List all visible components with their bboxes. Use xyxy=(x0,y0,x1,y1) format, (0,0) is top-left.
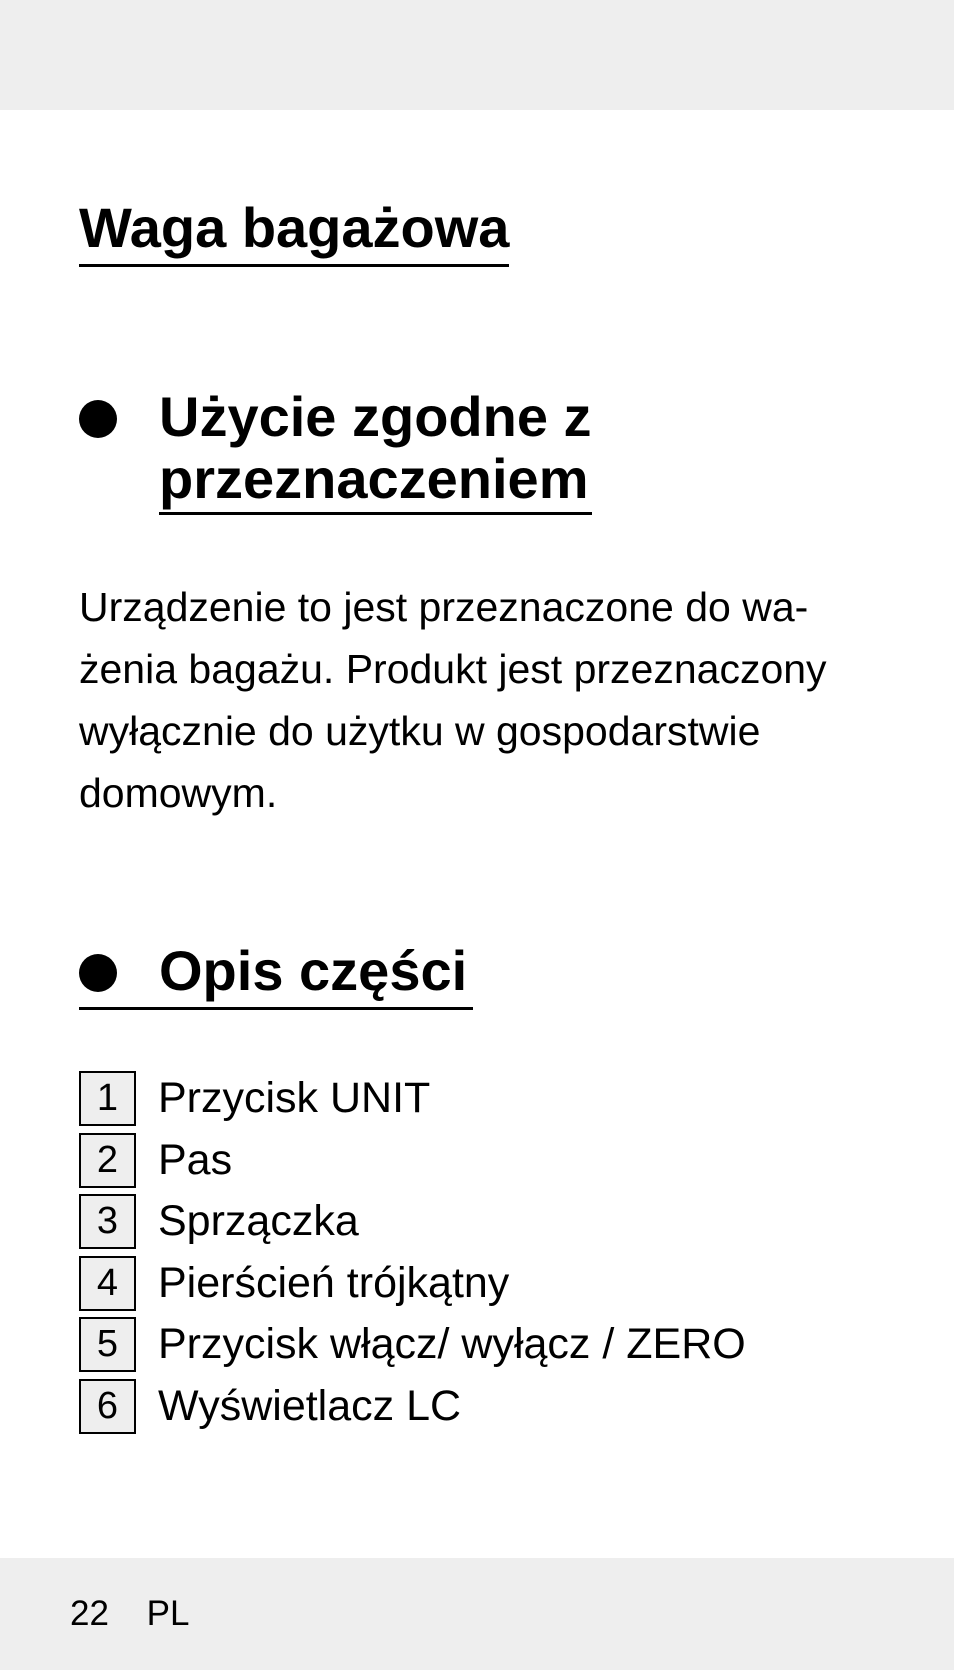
heading-underline xyxy=(79,1007,473,1010)
section-heading-usage xyxy=(79,386,899,515)
list-item xyxy=(79,1130,746,1192)
part-number-box: 3 xyxy=(79,1194,136,1249)
part-label: Pierścień trójkątny xyxy=(158,1258,510,1307)
paragraph-line: Urządzenie to jest przeznaczone do wa- xyxy=(79,584,809,630)
paragraph-line: wyłącznie do użytku w gospodarstwie xyxy=(79,708,761,754)
usage-paragraph xyxy=(79,576,879,824)
heading-line: przeznaczeniem xyxy=(159,447,589,510)
list-item xyxy=(79,1191,746,1253)
page-number: 22 xyxy=(70,1594,109,1633)
part-label: Wyświetlacz LC xyxy=(158,1381,462,1430)
parts-list xyxy=(79,1068,746,1437)
part-label: Przycisk UNIT xyxy=(158,1074,431,1123)
part-number-box: 2 xyxy=(79,1133,136,1188)
part-label: Sprzączka xyxy=(158,1197,359,1246)
bullet-icon xyxy=(79,954,117,992)
bullet-icon xyxy=(79,400,117,438)
list-item xyxy=(79,1253,746,1315)
part-number-box: 6 xyxy=(79,1379,136,1434)
part-number-box: 4 xyxy=(79,1256,136,1311)
part-number-box: 1 xyxy=(79,1071,136,1126)
section-heading-text xyxy=(159,386,592,515)
top-band xyxy=(0,0,954,110)
list-item xyxy=(79,1068,746,1130)
section-heading-text: Opis części xyxy=(159,939,468,1002)
part-label: Pas xyxy=(158,1135,233,1184)
part-label: Przycisk włącz/ wyłącz / ZERO xyxy=(158,1320,746,1369)
part-number-box: 5 xyxy=(79,1317,136,1372)
language-code: PL xyxy=(146,1594,190,1633)
page-title: Waga bagażowa xyxy=(79,196,509,267)
list-item xyxy=(79,1376,746,1438)
paragraph-line: domowym. xyxy=(79,770,278,816)
heading-line: Użycie zgodne z xyxy=(159,385,592,448)
page-footer xyxy=(70,1594,189,1634)
paragraph-line: żenia bagażu. Produkt jest przeznaczony xyxy=(79,646,827,692)
section-heading-parts xyxy=(79,940,899,1004)
list-item xyxy=(79,1314,746,1376)
